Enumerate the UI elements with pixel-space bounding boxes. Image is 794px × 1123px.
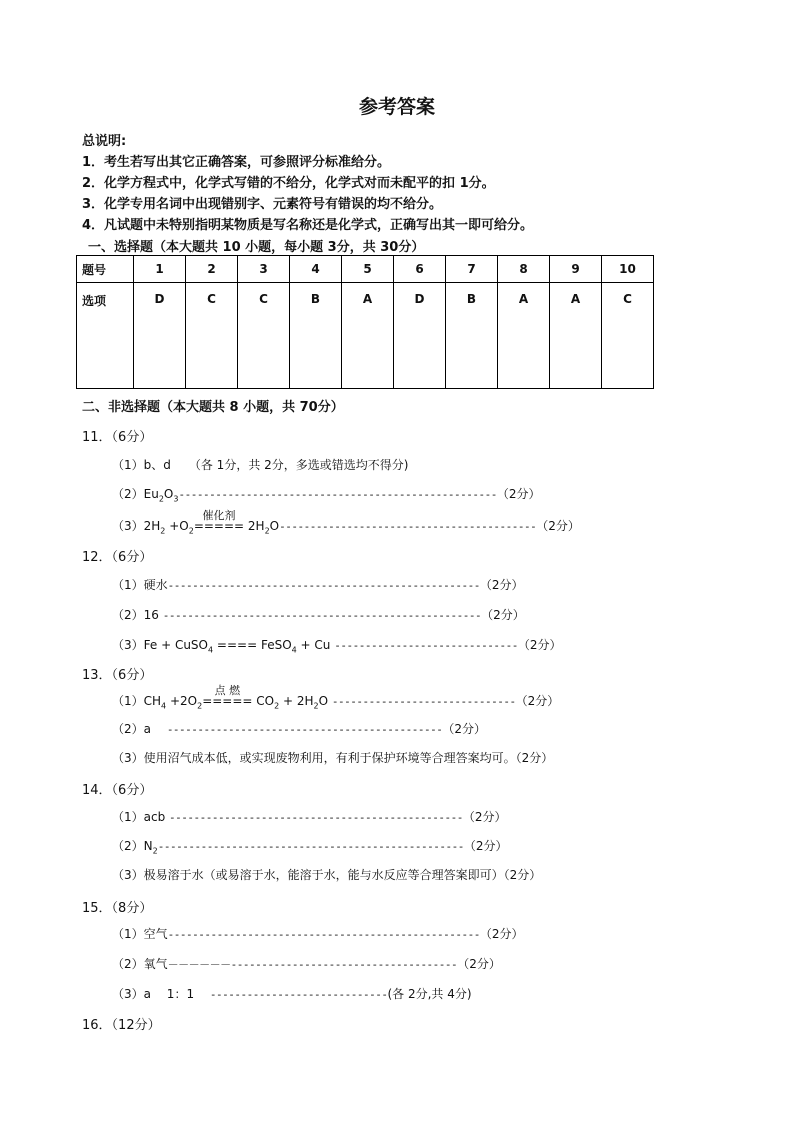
- q11-a3-mid: +O: [165, 519, 189, 533]
- subscript: 4: [161, 701, 167, 711]
- q13-a1-pre: （1）CH: [112, 694, 162, 708]
- subscript: 2: [158, 494, 164, 504]
- q13-a1-o: O: [318, 694, 332, 708]
- q14-a1: （1）acb: [112, 810, 170, 824]
- dash-leader: ----------------------------------------------------: [162, 609, 482, 622]
- general-heading: 总说明:: [82, 134, 127, 149]
- q12-answer-1: [112, 576, 524, 593]
- q14-answer-3: （3）极易溶于水（或易溶于水，能溶于水，能与水反应等合理答案即可）（2分）: [112, 868, 542, 882]
- condition-label: 点 燃: [214, 684, 241, 697]
- q14-a2-pre: （2）N: [112, 839, 153, 853]
- subscript: 2: [313, 701, 319, 711]
- score: （2分）: [463, 839, 508, 853]
- question-number: 7: [446, 256, 498, 283]
- subscript: 4: [291, 645, 297, 655]
- answer-cell: D: [394, 283, 446, 389]
- question-number: 5: [342, 256, 394, 283]
- q14-label: 14．（6分）: [82, 783, 153, 798]
- answer-cell: C: [602, 283, 654, 389]
- score: （2分）: [481, 608, 525, 622]
- dash-leader: ------------------------------------------: [279, 520, 537, 533]
- q13-a1-mid: +2O: [166, 694, 198, 708]
- table-row-answers: [77, 283, 654, 389]
- dash-leader: ------------------------------: [334, 639, 518, 652]
- dash-leader: -----------------------------: [209, 988, 388, 1001]
- score: (各 2分,共 4分): [387, 987, 472, 1001]
- general-item-2: 2．化学方程式中，化学式写错的不给分，化学式对而未配平的扣 1分。: [82, 176, 495, 191]
- q11-answer-1: （1）b、d （各 1分，共 2分，多选或错选均不得分): [112, 458, 409, 472]
- q13-answer-1: [112, 684, 560, 711]
- general-item-1: 1．考生若写出其它正确答案，可参照评分标准给分。: [82, 155, 391, 170]
- dash-leader: ----------------------------------------------------: [178, 488, 497, 501]
- q15-answer-1: [112, 925, 524, 942]
- question-number: 6: [394, 256, 446, 283]
- q12-answer-3: [112, 636, 562, 654]
- answer-cell: A: [498, 283, 550, 389]
- q13-answer-3: （3）使用沼气成本低，或实现废物利用，有利于保护环境等合理答案均可。（2分）: [112, 751, 554, 765]
- subscript: 2: [188, 526, 194, 536]
- answer-cell: C: [238, 283, 290, 389]
- equals-sign: =====: [202, 694, 253, 708]
- q11-answer-3: [112, 509, 580, 536]
- q12-answer-2: [112, 606, 525, 623]
- subscript: 4: [208, 645, 214, 655]
- dash-leader: ---------------------------------------------: [166, 723, 443, 736]
- q11-a2-pre: （2）Eu: [112, 487, 159, 501]
- subscript: 2: [274, 701, 280, 711]
- q13-label: 13．（6分）: [82, 668, 153, 683]
- question-number: 3: [238, 256, 290, 283]
- score: （2分）: [536, 519, 580, 533]
- answer-cell: A: [550, 283, 602, 389]
- q15-answer-2: [112, 955, 501, 972]
- subscript: 2: [152, 846, 158, 856]
- q11-a3-pre: （3）2H: [112, 519, 161, 533]
- score: （2分）: [462, 810, 507, 824]
- q13-a1-post: CO: [252, 694, 275, 708]
- q12-label: 12．（6分）: [82, 550, 153, 565]
- reaction-condition: [202, 684, 253, 708]
- q15-a3: （3）a 1：1: [112, 987, 210, 1001]
- subscript: 3: [173, 494, 179, 504]
- q11-answer-2: [112, 485, 540, 503]
- q13-answer-2: [112, 720, 486, 737]
- question-number: 9: [550, 256, 602, 283]
- score: （2分）: [479, 578, 524, 592]
- q12-a2: （2）16: [112, 608, 163, 622]
- answer-table: [76, 255, 654, 389]
- answer-cell: A: [342, 283, 394, 389]
- answer-cell: B: [446, 283, 498, 389]
- subscript: 2: [160, 526, 166, 536]
- q12-a1: （1）硬水: [112, 578, 168, 592]
- row-label-question: 题号: [77, 256, 134, 283]
- q12-a3-post: + Cu: [296, 638, 335, 652]
- q11-a3-o: O: [269, 519, 280, 533]
- q14-answer-1: [112, 808, 507, 825]
- dash-leader: --------------------------------------------------: [157, 840, 464, 853]
- subscript: 2: [264, 526, 270, 536]
- equals-sign: =====: [193, 519, 245, 533]
- q13-a2: （2）a: [112, 722, 167, 736]
- dash-leader: ------------------------------: [331, 695, 516, 708]
- q15-a1: （1）空气: [112, 927, 168, 941]
- question-number: 8: [498, 256, 550, 283]
- question-number: 4: [290, 256, 342, 283]
- score: （2分）: [496, 487, 541, 501]
- q11-label: 11．（6分）: [82, 430, 153, 445]
- q15-label: 15．（8分）: [82, 901, 153, 916]
- answer-cell: D: [134, 283, 186, 389]
- q16-label: 16．（12分）: [82, 1018, 161, 1033]
- q15-a2: （2）氧气: [112, 957, 168, 971]
- general-item-3: 3．化学专用名词中出现错别字、元素符号有错误的均不给分。: [82, 197, 443, 212]
- q12-a3-pre: （3）Fe + CuSO: [112, 638, 208, 652]
- question-number: 1: [134, 256, 186, 283]
- q15-answer-3: [112, 985, 472, 1002]
- q11-a2-mid: O: [163, 487, 174, 501]
- dash-leader: ---------------------------------------------------: [167, 579, 480, 592]
- dash-leader: ------------------------------------------------: [169, 811, 463, 824]
- q13-a1-post2: + 2H: [279, 694, 314, 708]
- dash-leader: －－－－－－-------------------------------------: [167, 958, 458, 971]
- subscript: 2: [197, 701, 203, 711]
- question-number: 10: [602, 256, 654, 283]
- condition-label: 催化剂: [202, 509, 236, 522]
- reaction-condition: [193, 509, 245, 533]
- table-row-numbers: [77, 256, 654, 283]
- question-number: 2: [186, 256, 238, 283]
- score: （2分）: [479, 927, 524, 941]
- answer-cell: C: [186, 283, 238, 389]
- score: （2分）: [457, 957, 501, 971]
- score: （2分）: [442, 722, 486, 736]
- q11-a3-post: 2H: [244, 519, 265, 533]
- score: （2分）: [517, 638, 562, 652]
- general-item-4: 4．凡试题中未特别指明某物质是写名称还是化学式，正确写出其一即可给分。: [82, 218, 534, 233]
- section1-heading: 一、选择题（本大题共 10 小题，每小题 3分，共 30分）: [88, 240, 425, 255]
- score: （2分）: [515, 694, 560, 708]
- row-label-answer: 选项: [77, 283, 134, 389]
- answer-cell: B: [290, 283, 342, 389]
- q12-a3-mid: ==== FeSO: [213, 638, 292, 652]
- page-title: 参考答案: [358, 96, 435, 118]
- dash-leader: ---------------------------------------------------: [167, 928, 480, 941]
- section2-heading: 二、非选择题（本大题共 8 小题，共 70分）: [82, 400, 344, 415]
- q14-answer-2: [112, 837, 508, 855]
